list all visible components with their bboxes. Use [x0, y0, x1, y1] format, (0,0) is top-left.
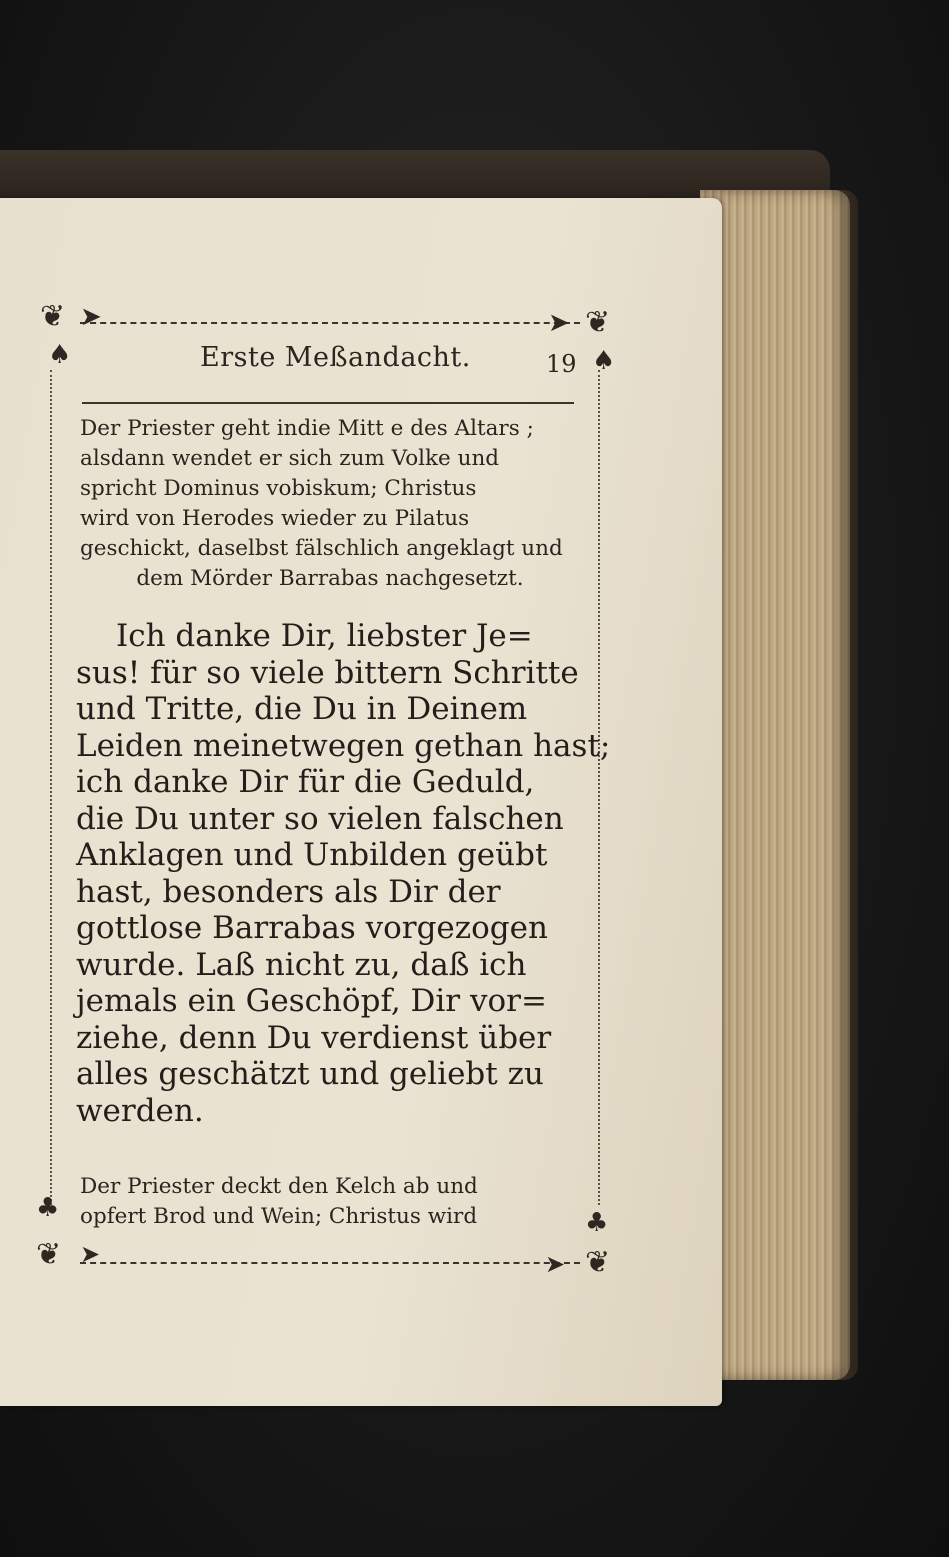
prayer-line: hast, besonders als Dir der [76, 873, 501, 910]
header-rule [82, 402, 574, 404]
rubric-line: wird von Herodes wieder zu Pilatus [80, 506, 470, 531]
floral-ornament-icon: ❦ [585, 1245, 611, 1280]
floral-ornament-icon: ❦ [36, 1237, 62, 1272]
rubric-bottom [80, 1172, 580, 1232]
prayer-text [76, 618, 611, 1129]
prayer-line: werden. [76, 1092, 204, 1129]
prayer-line: gottlose Barrabas vorgezogen [76, 910, 548, 946]
frame-bottom-rule [80, 1262, 580, 1264]
floral-ornament-icon: ♣ [36, 1193, 60, 1223]
rubric-line: dem Mörder Barrabas nachgesetzt. [136, 566, 524, 591]
book-page-edges [700, 190, 850, 1380]
frame-left-border [50, 370, 52, 1205]
rubric-top [80, 414, 580, 594]
prayer-line: und Tritte, die Du in Deinem [76, 691, 528, 727]
rubric-line: Der Priester geht indie Mitt e des Altars ; [80, 416, 534, 441]
prayer-line: alles geschätzt und geliebt zu [76, 1056, 544, 1092]
arrow-flourish-icon: ➤ [545, 1250, 566, 1278]
rubric-line: spricht Dominus vobiskum; Christus [80, 476, 477, 501]
rubric-line: alsdann wendet er sich zum Volke und [80, 446, 500, 471]
running-head: Erste Meßandacht. [200, 342, 471, 373]
rubric-line: Der Priester deckt den Kelch ab und [80, 1174, 478, 1199]
arrow-flourish-icon: ➤ [80, 302, 102, 332]
rubric-line: geschickt, daselbst fälschlich angeklagt und [80, 536, 563, 561]
rubric-line: opfert Brod und Wein; Christus wird [80, 1204, 478, 1229]
floral-ornament-icon: ♠ [592, 346, 616, 376]
prayer-line: die Du unter so vielen falschen [76, 800, 564, 837]
arrow-flourish-icon: ➤ [548, 308, 570, 338]
arrow-flourish-icon: ➤ [80, 1240, 101, 1268]
floral-ornament-icon: ❦ [585, 305, 611, 340]
prayer-line: Leiden meinetwegen gethan hast; [76, 727, 611, 764]
frame-right-border [598, 370, 600, 1205]
frame-top-rule [80, 322, 580, 324]
prayer-line: jemals ein Geschöpf, Dir vor= [76, 983, 547, 1019]
prayer-line: wurde. Laß nicht zu, daß ich [76, 946, 527, 983]
prayer-line: Ich danke Dir, liebster Je= [116, 618, 533, 654]
floral-ornament-icon: ❦ [40, 299, 66, 334]
prayer-line: ziehe, denn Du verdienst über [76, 1019, 552, 1056]
floral-ornament-icon: ♣ [585, 1208, 609, 1238]
prayer-line: Anklagen und Unbilden geübt [76, 837, 548, 873]
prayer-line: sus! für so viele bittern Schritte [76, 654, 579, 691]
page-number: 19 [546, 350, 577, 378]
prayer-line: ich danke Dir für die Geduld, [76, 764, 535, 800]
floral-ornament-icon: ♠ [48, 340, 72, 370]
